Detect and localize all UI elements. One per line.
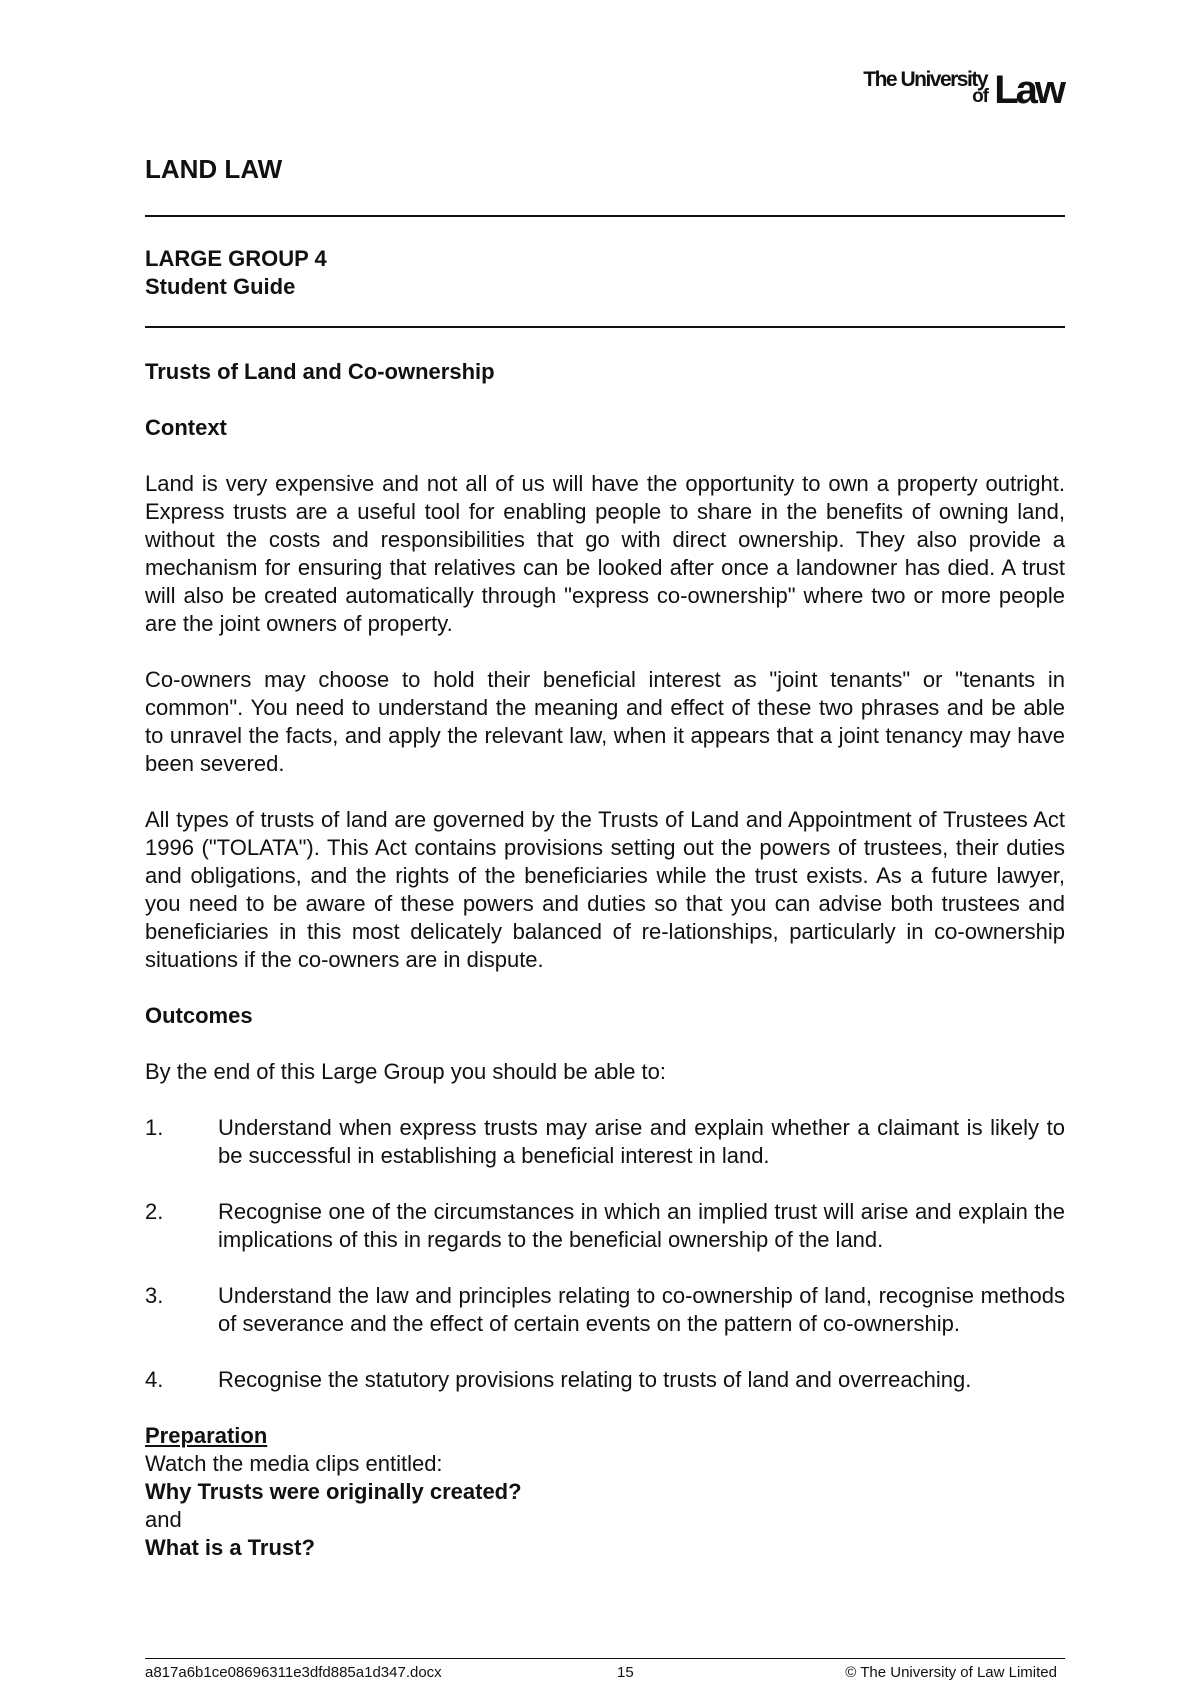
document-title: LAND LAW: [145, 154, 283, 184]
document-page: [145, 0, 1065, 1698]
document-body: [145, 358, 1065, 1562]
page-number: 15: [617, 1664, 634, 1681]
group-title: LARGE GROUP 4: [145, 246, 327, 271]
preparation-instruction: Watch the media clips entitled:: [145, 1451, 443, 1476]
header-divider: [145, 326, 1065, 328]
group-subtitle: Student Guide: [145, 274, 296, 299]
outcome-item: [145, 1366, 1065, 1394]
outcome-item: [145, 1282, 1065, 1338]
outcomes-heading: Outcomes: [145, 1003, 253, 1028]
outcome-text: Recognise the statutory provisions relating to trusts of land and overreaching.: [218, 1367, 972, 1392]
context-paragraph-1: Land is very expensive and not all of us will have the opportunity to own a property outright. Express trusts are a useful tool for enabling people to share in the benefits of owning land, without the costs and responsibilities that go with direct ownership. They also provide a mechanism for ensuring that relatives can be looked after once a landowner has died. A trust will also be created automatically through "express co-ownership" where two or more people are the joint owners of property.: [145, 471, 1065, 636]
outcome-text: Understand the law and principles relating to co-ownership of land, recognise methods of severance and the effect of certain events on the pattern of co-ownership.: [218, 1283, 1065, 1336]
outcome-text: Understand when express trusts may arise and explain whether a claimant is likely to be successful in establishing a beneficial interest in land.: [218, 1115, 1065, 1168]
university-logo: The University of Law: [863, 68, 1063, 112]
outcome-number: 2.: [145, 1199, 164, 1224]
outcomes-intro: By the end of this Large Group you should be able to:: [145, 1059, 667, 1084]
preparation-heading: Preparation: [145, 1423, 268, 1448]
page-footer: [145, 1664, 1065, 1684]
outcomes-list: [145, 1114, 1065, 1394]
outcome-item: [145, 1114, 1065, 1170]
title-divider: [145, 215, 1065, 217]
topic-heading: Trusts of Land and Co-ownership: [145, 359, 495, 384]
context-paragraph-3: All types of trusts of land are governed by the Trusts of Land and Appointment of Trustees Act 1996 ("TOLATA"). This Act contains provisions setting out the powers of trustees, their duties and obligations, and the rights of the beneficiaries while the trust exists. As a future lawyer, you need to be aware of these powers and duties so that you can advise both trustees and beneficiaries in this most delicately balanced of re-lationships, particularly in co-ownership situations if the co-owners are in dispute.: [145, 807, 1065, 972]
outcome-text: Recognise one of the circumstances in which an implied trust will arise and explain the implications of this in regards to the beneficial ownership of the land.: [218, 1199, 1065, 1252]
media-clip-title-2: What is a Trust?: [145, 1535, 315, 1560]
media-clip-title-1: Why Trusts were originally created?: [145, 1479, 522, 1504]
context-heading: Context: [145, 415, 227, 440]
outcome-number: 1.: [145, 1115, 164, 1140]
footer-copyright: © The University of Law Limited: [845, 1664, 1057, 1681]
preparation-connector: and: [145, 1507, 182, 1532]
outcome-number: 3.: [145, 1283, 164, 1308]
preparation-section: [145, 1422, 1065, 1562]
context-paragraph-2: Co-owners may choose to hold their beneficial interest as "joint tenants" or "tenants in common". You need to understand the meaning and effect of these two phrases and be able to unravel the facts, and apply the relevant law, when it appears that a joint tenancy may have been severed.: [145, 667, 1065, 776]
footer-divider: [145, 1658, 1065, 1659]
outcome-item: [145, 1198, 1065, 1254]
outcome-number: 4.: [145, 1367, 164, 1392]
footer-filename: a817a6b1ce08696311e3dfd885a1d347.docx: [145, 1664, 442, 1681]
